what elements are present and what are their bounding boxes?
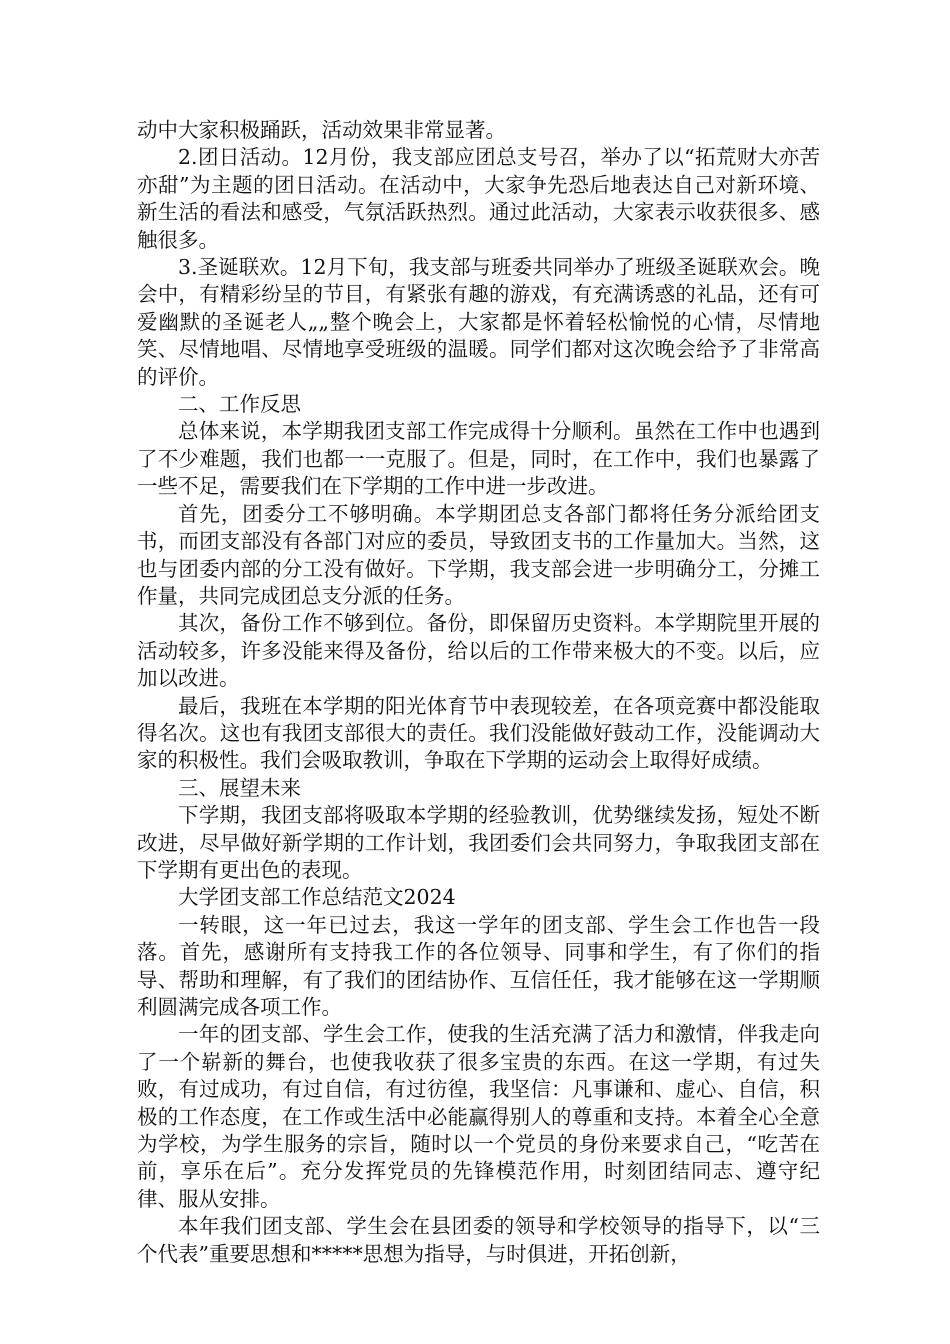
paragraph: 一年的团支部、学生会工作，使我的生活充满了活力和激情，伴我走向了一个崭新的舞台，也使我收获了很多宝贵的东西。在这一学期，有过失败，有过成功，有过自信，有过彷徨，我坚信：凡事谦和、虚心、自信，积极的工作态度，在工作或生活中必能赢得别人的尊重和支持。本着全心全意为学校，为学生服务的宗旨，随时以一个党员的身份来要求自己，“吃苦在前，享乐在后”。充分发挥党员的先锋模范作用，时刻团结同志、遵守纪律、服从安排。 (137, 1022, 820, 1211)
paragraph: 首先，团委分工不够明确。本学期团总支各部门都将任务分派给团支书，而团支部没有各部门对应的委员，导致团支书的工作量加大。当然，这也与团委内部的分工没有做好。下学期，我支部会进一步明确分工，分摊工作量，共同完成团总支分派的任务。 (137, 501, 820, 608)
document-body (137, 117, 820, 1268)
section-heading: 二、工作反思 (178, 392, 301, 417)
paragraph: 2.团日活动。12月份，我支部应团总支号召，举办了以“拓荒财大亦苦亦甜”为主题的团日活动。在活动中，大家争先恐后地表达自己对新环境、新生活的看法和感受，气氛活跃热烈。通过此活动，大家表示收获很多、感触很多。 (137, 145, 820, 252)
paragraph: 本年我们团支部、学生会在县团委的领导和学校领导的指导下，以“三个代表”重要思想和*****思想为指导，与时俱进，开拓创新， (137, 1214, 820, 1266)
section-heading: 三、展望未来 (178, 775, 301, 800)
paragraph: 一转眼，这一年已过去，我这一学年的团支部、学生会工作也告一段落。首先，感谢所有支持我工作的各位领导、同事和学生，有了你们的指导、帮助和理解，有了我们的团结协作、互信任任，我才能够在这一学期顺利圆满完成各项工作。 (137, 912, 820, 1019)
document-title: 大学团支部工作总结范文2024 (178, 885, 456, 910)
paragraph: 动中大家积极踊跃，活动效果非常显著。 (137, 118, 506, 142)
paragraph: 最后，我班在本学期的阳光体育节中表现较差，在各项竞赛中都没能取得名次。这也有我团支部很大的责任。我们没能做好鼓动工作，没能调动大家的积极性。我们会吸取教训，争取在下学期的运动会上取得好成绩。 (137, 693, 820, 773)
paragraph: 3.圣诞联欢。12月下旬，我支部与班委共同举办了班级圣诞联欢会。晚会中，有精彩纷呈的节目，有紧张有趣的游戏，有充满诱惑的礼品，还有可爱幽默的圣诞老人„„整个晚会上，大家都是怀着轻松愉悦的心情，尽情地笑、尽情地唱、尽情地享受班级的温暖。同学们都对这次晚会给予了非常高的评价。 (137, 255, 820, 389)
paragraph: 下学期，我团支部将吸取本学期的经验教训，优势继续发扬，短处不断改进，尽早做好新学期的工作计划，我团委们会共同努力，争取我团支部在下学期有更出色的表现。 (137, 803, 820, 882)
paragraph: 其次，备份工作不够到位。备份，即保留历史资料。本学期院里开展的活动较多，许多没能来得及备份，给以后的工作带来极大的不变。以后，应加以改进。 (137, 611, 820, 691)
paragraph: 总体来说，本学期我团支部工作完成得十分顺利。虽然在工作中也遇到了不少难题，我们也都一一克服了。但是，同时，在工作中，我们也暴露了一些不足，需要我们在下学期的工作中进一步改进。 (137, 419, 820, 499)
